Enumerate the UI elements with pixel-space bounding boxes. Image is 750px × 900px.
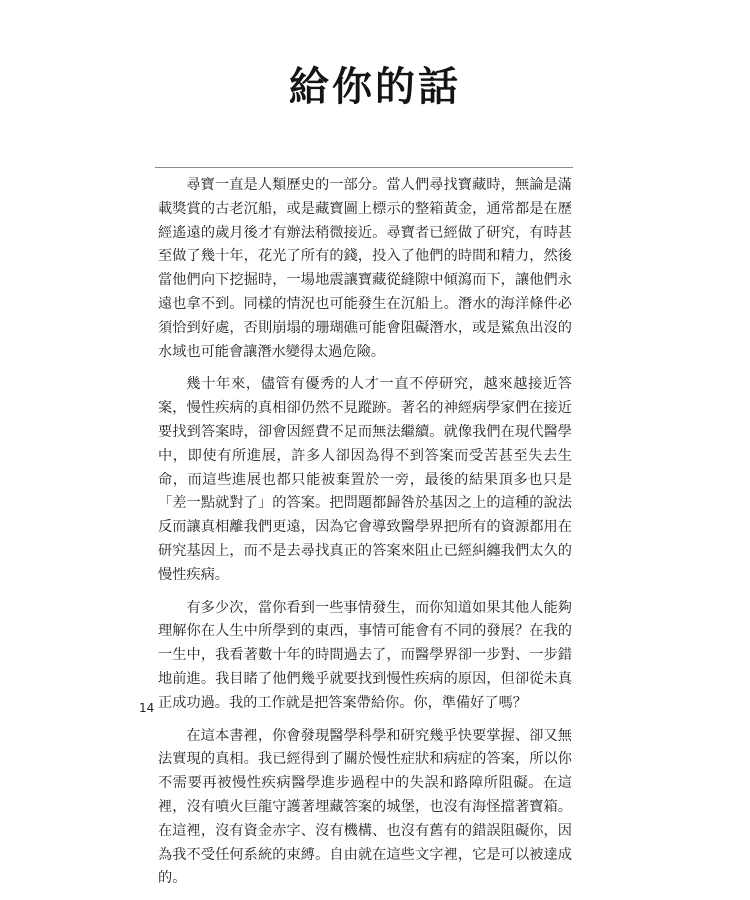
paragraph: 在這本書裡，你會發現醫學科學和研究幾乎快要掌握、卻又無法實現的真相。我已經得到了關於慢性症狀和病症的答案，所以你不需要再被慢性疾病醫學進步過程中的失誤和路障所阻礙。在這裡，沒有噴火巨龍守護著埋藏答案的城堡，也沒有海怪擋著寶箱。在這裡，沒有資金赤字、沒有機構、也沒有舊有的錯誤阻礙你，因為我不受任何系統的束縛。自由就在這些文字裡，它是可以被達成的。 [158,727,572,887]
chapter-title: 給你的話 [289,64,461,110]
body-text [158,174,572,900]
paragraph: 有多少次，當你看到一些事情發生，而你知道如果其他人能夠理解你在人生中所學到的東西，事情可能會有不同的發展？在我的一生中，我看著數十年的時間過去了，而醫學界卻一步對、一步錯地前進。我目睹了他們幾乎就要找到慢性疾病的原因，但卻從未真正成功過。我的工作就是把答案帶給你。你，準備好了嗎？ [158,599,572,711]
paragraph: 尋寶一直是人類歷史的一部分。當人們尋找寶藏時，無論是滿載獎賞的古老沉船，或是藏寶圖上標示的整箱黃金，通常都是在歷經遙遠的歲月後才有辦法稍微接近。尋寶者已經做了研究，有時甚至做了幾十年，花光了所有的錢，投入了他們的時間和精力，然後當他們向下挖掘時，一場地震讓寶藏從縫隙中傾瀉而下，讓他們永遠也拿不到。同樣的情況也可能發生在沉船上。潛水的海洋條件必須恰到好處，否則崩塌的珊瑚礁可能會阻礙潛水，或是鯊魚出沒的水域也可能會讓潛水變得太過危險。 [158,177,572,360]
title-divider [155,167,573,168]
page-number: 14 [139,701,155,715]
paragraph: 幾十年來，儘管有優秀的人才一直不停研究，越來越接近答案，慢性疾病的真相卻仍然不見蹤跡。著名的神經病學家們在接近要找到答案時，卻會因經費不足而無法繼續。就像我們在現代醫學中，即使有所進展，許多人卻因為得不到答案而受苦甚至失去生命，而這些進展也都只能被棄置於一旁，最後的結果頂多也只是「差一點就對了」的答案。把問題都歸咎於基因之上的這種的說法反而讓真相離我們更遠，因為它會導致醫學界把所有的資源都用在研究基因上，而不是去尋找真正的答案來阻止已經糾纏我們太久的慢性疾病。 [158,376,572,583]
